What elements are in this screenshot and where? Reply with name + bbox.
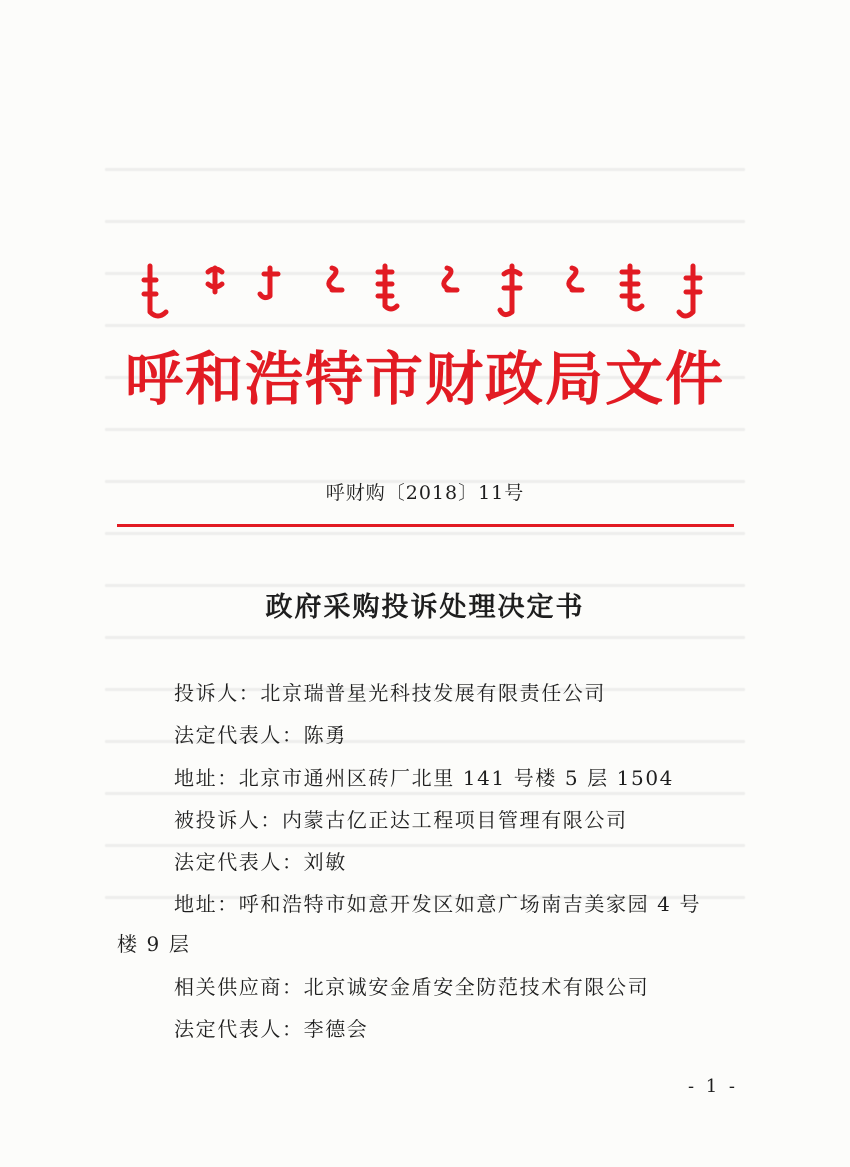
- document-number: 呼财购〔2018〕11号: [325, 482, 525, 504]
- agency-title: 呼和浩特市财政局文件: [124, 345, 725, 413]
- red-divider: [117, 524, 734, 527]
- document-title: 政府采购投诉处理决定书: [265, 592, 585, 623]
- related-supplier-representative-line: 法定代表人：李德会: [174, 1017, 369, 1041]
- mongolian-script-header: [140, 262, 705, 324]
- related-supplier-line: 相关供应商：北京诚安金盾安全防范技术有限公司: [174, 975, 650, 999]
- respondent-representative-line: 法定代表人：刘敏: [174, 850, 347, 874]
- respondent-line: 被投诉人：内蒙古亿正达工程项目管理有限公司: [174, 808, 628, 832]
- page-number: - 1 -: [687, 1076, 738, 1097]
- complainant-representative-line: 法定代表人：陈勇: [174, 723, 347, 747]
- complainant-address-line: 地址：北京市通州区砖厂北里 141 号楼 5 层 1504: [174, 766, 674, 790]
- respondent-address-continuation: 楼 9 层: [117, 932, 191, 956]
- respondent-address-line: 地址：呼和浩特市如意开发区如意广场南吉美家园 4 号: [174, 892, 702, 916]
- complainant-line: 投诉人：北京瑞普星光科技发展有限责任公司: [174, 681, 606, 705]
